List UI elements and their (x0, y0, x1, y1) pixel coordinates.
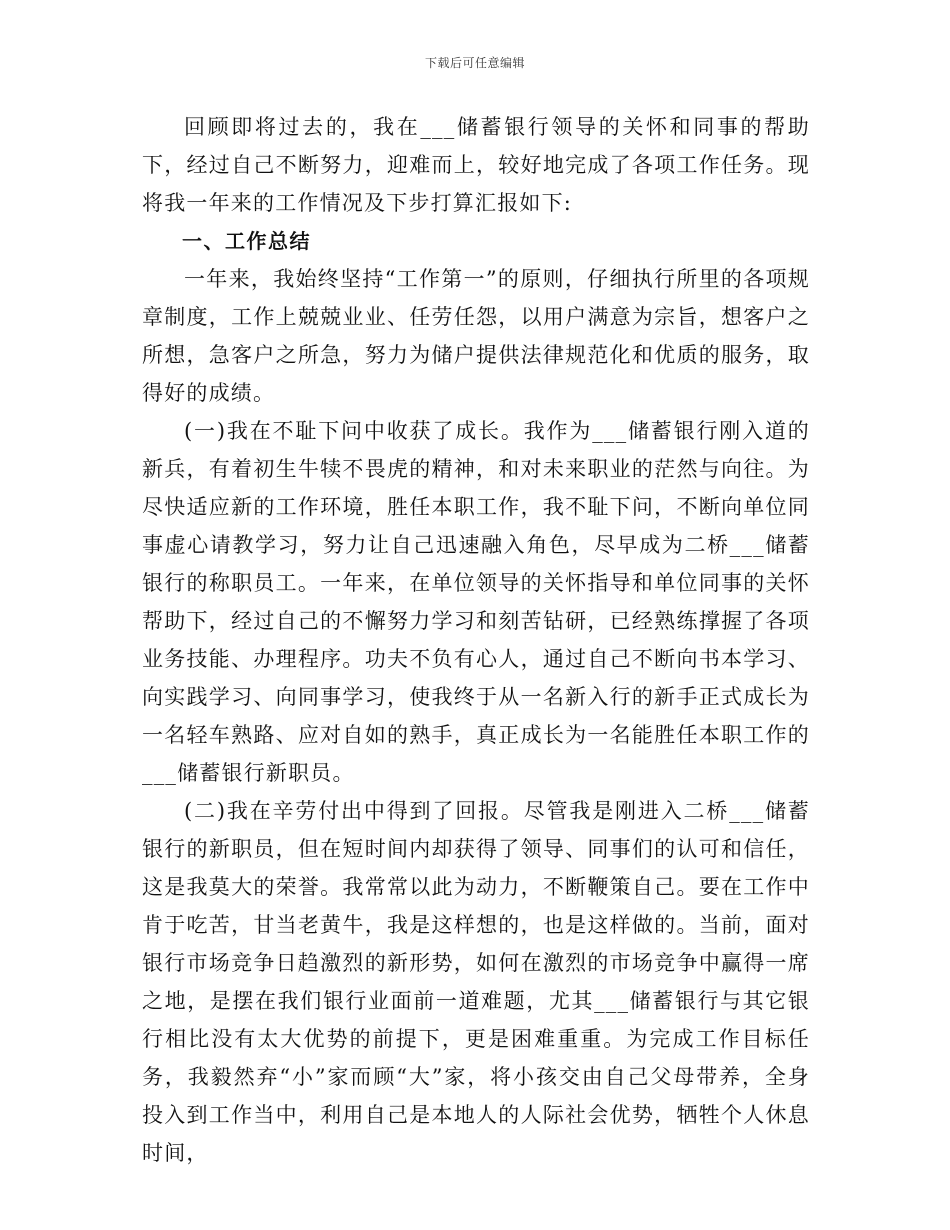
document-body (142, 108, 810, 1172)
item-2-paragraph: (二)我在辛劳付出中得到了回报。尽管我是刚进入二桥___储蓄银行的新职员，但在短时间内却获得了领导、同事们的认可和信任，这是我莫大的荣誉。我常常以此为动力，不断鞭策自己。要在工作中肯于吃苦，甘当老黄牛，我是这样想的，也是这样做的。当前，面对银行市场竞争日趋激烈的新形势，如何在激烈的市场竞争中赢得一席之地，是摆在我们银行业面前一道难题，尤其___储蓄银行与其它银行相比没有太大优势的前提下，更是困难重重。为完成工作目标任务，我毅然弃“小”家而顾“大”家，将小孩交由自己父母带养，全身投入到工作当中，利用自己是本地人的人际社会优势，牺牲个人休息时间， (142, 799, 810, 1165)
item-1-paragraph: (一)我在不耻下问中收获了成长。我作为___储蓄银行刚入道的新兵，有着初生牛犊不畏虎的精神，和对未来职业的茫然与向往。为尽快适应新的工作环境，胜任本职工作，我不耻下问，不断向单位同事虚心请教学习，努力让自己迅速融入角色，尽早成为二桥___储蓄银行的称职员工。一年来，在单位领导的关怀指导和单位同事的关怀帮助下，经过自己的不懈努力学习和刻苦钻研，已经熟练撑握了各项业务技能、办理程序。功夫不负有心人，通过自己不断向书本学习、向实践学习、向同事学习，使我终于从一名新入行的新手正式成长为一名轻车熟路、应对自如的熟手，真正成长为一名能胜任本职工作的___储蓄银行新职员。 (142, 419, 810, 785)
page-header-note: 下载后可任意编辑 (424, 56, 525, 70)
summary-paragraph: 一年来，我始终坚持“工作第一”的原则，仔细执行所里的各项规章制度，工作上兢兢业业、任劳任怨，以用户满意为宗旨，想客户之所想，急客户之所急，努力为储户提供法律规范化和优质的服务，取得好的成绩。 (142, 267, 810, 405)
intro-paragraph: 回顾即将过去的，我在___储蓄银行领导的关怀和同事的帮助下，经过自己不断努力，迎难而上，较好地完成了各项工作任务。现将我一年来的工作情况及下步打算汇报如下: (142, 115, 810, 215)
section-heading-work-summary: 一、工作总结 (182, 229, 311, 253)
